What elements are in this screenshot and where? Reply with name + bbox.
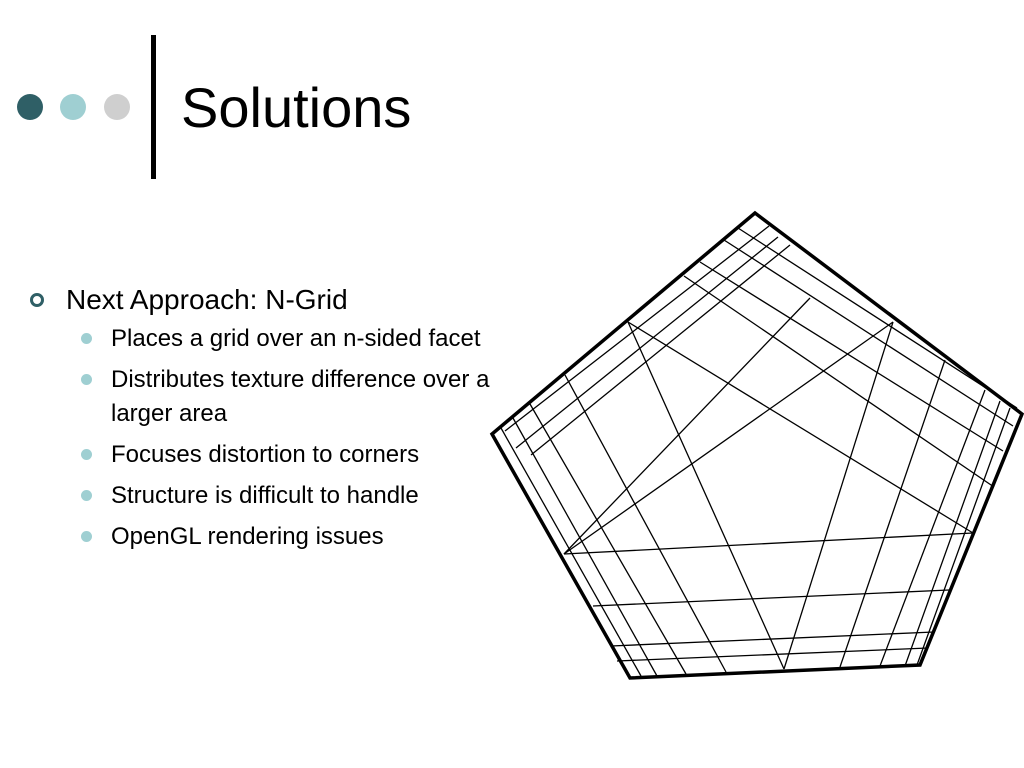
bullet-content	[30, 282, 500, 561]
n-grid-pentagon-icon	[480, 200, 1024, 690]
grid-line	[738, 228, 1017, 408]
bullet-text: Structure is difficult to handle	[111, 482, 419, 509]
grid-line	[564, 322, 893, 554]
title-divider	[151, 35, 156, 179]
level1-heading: Next Approach: N-Grid	[66, 284, 348, 315]
grid-line	[565, 375, 726, 672]
bullet-text: OpenGL rendering issues	[111, 523, 384, 550]
grid-line	[501, 428, 641, 676]
dot-bullet-icon	[81, 531, 92, 542]
list-item	[30, 322, 500, 356]
bullet-text: Places a grid over an n-sided facet	[111, 325, 481, 352]
grid-line	[530, 404, 686, 674]
grid-line	[700, 262, 1003, 451]
grid-line	[531, 245, 790, 455]
grid-line	[905, 401, 1000, 666]
dot-light-teal	[60, 94, 86, 120]
sub-bullet-list	[30, 322, 500, 554]
level1-item	[30, 282, 500, 318]
grid-line	[880, 390, 985, 666]
dot-dark-teal	[17, 94, 43, 120]
grid-line	[617, 648, 928, 661]
dot-gray	[104, 94, 130, 120]
grid-line	[564, 298, 810, 554]
grid-lines	[501, 226, 1017, 676]
dot-bullet-icon	[81, 490, 92, 501]
grid-line	[593, 590, 949, 606]
grid-line	[505, 226, 769, 431]
dot-bullet-icon	[81, 333, 92, 344]
list-item	[30, 438, 500, 472]
slide-title: Solutions	[181, 76, 412, 139]
grid-line	[564, 533, 973, 554]
grid-line	[628, 322, 784, 669]
list-item	[30, 520, 500, 554]
bullet-text: Focuses distortion to corners	[111, 441, 420, 468]
grid-line	[516, 237, 778, 448]
grid-line	[840, 360, 945, 667]
bullet-text: Distributes texture difference over a larger area	[111, 366, 490, 427]
list-item	[30, 363, 500, 431]
ring-bullet-icon	[30, 293, 44, 307]
dot-bullet-icon	[81, 374, 92, 385]
grid-line	[784, 322, 893, 669]
list-item	[30, 479, 500, 513]
dot-bullet-icon	[81, 449, 92, 460]
grid-line	[513, 418, 657, 676]
